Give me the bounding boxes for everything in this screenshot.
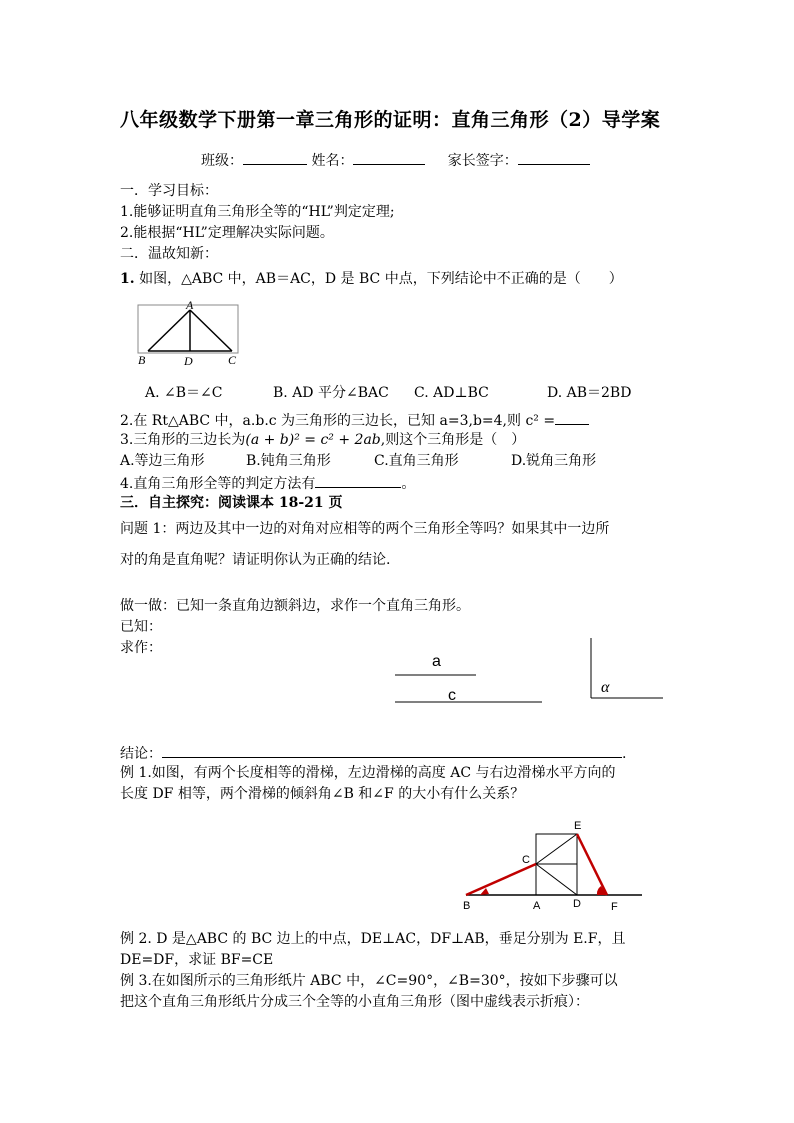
left-slide-bc	[466, 864, 536, 895]
question-4	[120, 473, 415, 493]
construction-figure	[390, 636, 670, 708]
conclusion	[120, 743, 626, 763]
segment-a-label: a	[432, 653, 441, 670]
name-blank[interactable]	[353, 150, 425, 165]
q3-option-b: B.钝角三角形	[246, 453, 331, 469]
q1-option-b: B. AD 平分∠BAC	[273, 385, 389, 401]
triangle-abc-figure	[138, 298, 248, 370]
label-f-slide: F	[611, 901, 618, 913]
q3-option-a: A.等边三角形	[120, 453, 205, 469]
q3-option-c: C.直角三角形	[374, 453, 459, 469]
question-1-line2: 对的角是直角呢？请证明你认为正确的结论.	[120, 552, 391, 568]
ladder-diagonal-top	[536, 834, 577, 864]
label-b: B	[138, 353, 146, 367]
conclusion-label: 结论：	[120, 746, 162, 762]
example-1-line2: 长度 DF 相等，两个滑梯的倾斜角∠B 和∠F 的大小有什么关系？	[120, 786, 525, 802]
question-1-number: 1.	[120, 271, 135, 287]
question-2-text: 2.在 Rt△ABC 中，a.b.c 为三角形的三边长，已知 a=3,b=4,则 c² =	[120, 413, 556, 429]
known-label: 已知：	[120, 619, 162, 635]
label-a: A	[186, 298, 194, 312]
section3-heading: 三．自主探究：阅读课本 18-21 页	[120, 495, 343, 511]
section2-heading: 二．温故知新：	[120, 246, 218, 262]
q1-option-c: C. AD⊥BC	[414, 385, 489, 401]
parent-label: 家长签字：	[447, 153, 518, 169]
objective-1: 1.能够证明直角三角形全等的“HL”判定定理;	[120, 204, 395, 220]
conclusion-end: .	[622, 746, 627, 762]
question-1-text: 如图，△ABC 中，AB＝AC，D 是 BC 中点，下列结论中不正确的是（ ）	[139, 271, 623, 287]
parent-blank[interactable]	[518, 150, 590, 165]
side-ab	[148, 310, 190, 351]
question-4-end: 。	[401, 476, 416, 492]
page-title: 八年级数学下册第一章三角形的证明：直角三角形（2）导学案	[120, 109, 661, 131]
label-b-slide: B	[463, 900, 471, 912]
label-c: C	[228, 353, 237, 367]
example-2-line1: 例 2. D 是△ABC 的 BC 边上的中点，DE⊥AC，DF⊥AB，垂足分别为 E.F，且	[120, 931, 626, 947]
label-a-slide: A	[533, 900, 541, 912]
example-3-line1: 例 3.在如图所示的三角形纸片 ABC 中，∠C=90°，∠B=30°，按如下步骤可以	[120, 973, 618, 989]
q1-option-d: D. AB＝2BD	[547, 385, 632, 401]
question-3-prefix: 3.三角形的三边长为	[120, 432, 246, 448]
conclusion-blank[interactable]	[162, 743, 622, 758]
question-3-suffix: ,则这个三角形是（ ）	[380, 432, 526, 448]
question-4-text: 4.直角三角形全等的判定方法有	[120, 476, 316, 492]
segment-c-label: c	[448, 687, 456, 704]
question-1-line1: 问题 1：两边及其中一边的对角对应相等的两个三角形全等吗？如果其中一边所	[120, 521, 610, 537]
label-e: E	[574, 820, 582, 832]
label-c-slide: C	[522, 854, 530, 866]
question-4-blank[interactable]	[315, 473, 401, 488]
q1-option-a: A. ∠B＝∠C	[145, 385, 223, 401]
example-1-line1: 例 1.如图，有两个长度相等的滑梯，左边滑梯的高度 AC 与右边滑梯水平方向的	[120, 765, 616, 781]
q3-option-d: D.锐角三角形	[511, 453, 597, 469]
question-1	[120, 270, 623, 288]
construct-label: 求作：	[120, 640, 162, 656]
question-3	[120, 431, 525, 449]
question-2-blank[interactable]	[555, 410, 589, 425]
name-label: 姓名：	[311, 153, 354, 169]
class-label: 班级：	[201, 153, 243, 169]
label-d: D	[184, 354, 193, 368]
class-blank[interactable]	[243, 150, 307, 165]
side-ac	[190, 310, 232, 351]
example-2-line2: DE=DF，求证 BF=CE	[120, 952, 274, 968]
angle-alpha-label: α	[601, 679, 610, 696]
right-slide-ef	[577, 834, 607, 895]
example-3-line2: 把这个直角三角形纸片分成三个全等的小直角三角形（图中虚线表示折痕）：	[120, 994, 589, 1010]
slides-figure	[460, 816, 650, 912]
objective-2: 2.能根据“HL”定理解决实际问题。	[120, 225, 334, 241]
ladder-diagonal-bottom	[536, 864, 577, 895]
label-d-slide: D	[573, 898, 581, 910]
question-3-formula: (a + b)² = c² + 2ab	[245, 432, 381, 448]
section1-heading: 一．学习目标：	[120, 183, 218, 199]
try-text: 做一做：已知一条直角边额斜边，求作一个直角三角形。	[120, 598, 470, 614]
header-fields	[201, 150, 590, 170]
question-2	[120, 410, 589, 430]
